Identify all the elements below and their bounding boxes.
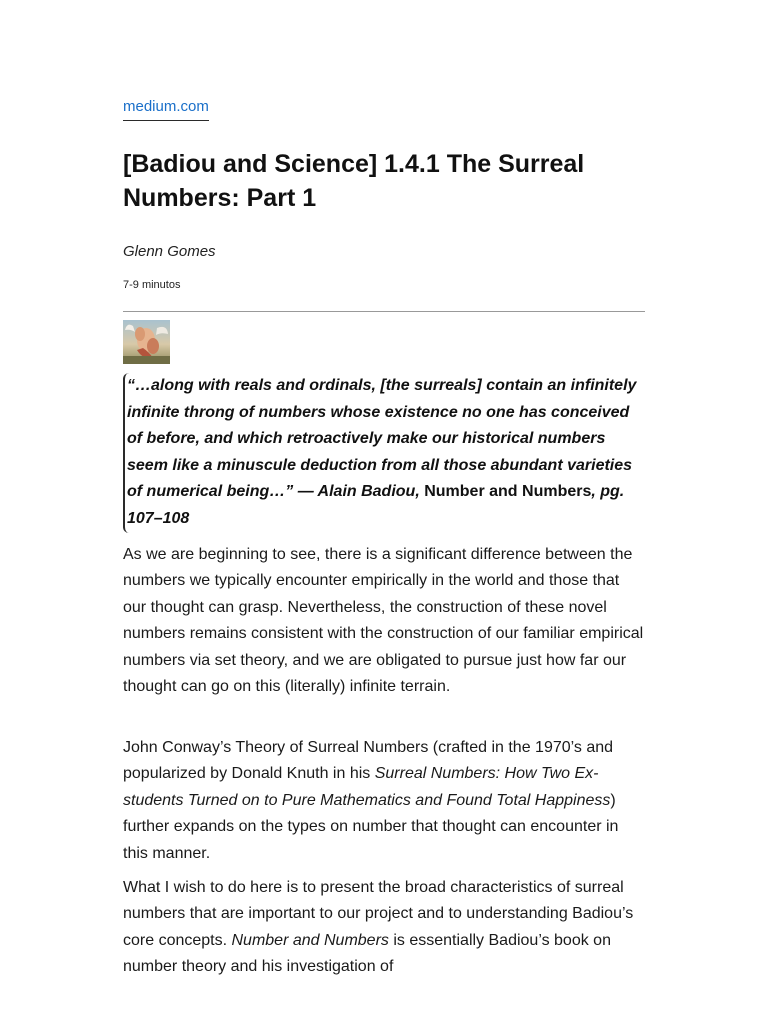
paragraph-3-text-end: is essentially Badiou’s book on number theory and his investigation of [123, 931, 611, 976]
paragraph-1: As we are beginning to see, there is a significant difference between the numbers we typically encounter empirically in the world and those that our thought can grasp. Nevertheless, the construction of these novel numbers remains consistent with the construction of our familiar empirical numbers via set theory, and we are obligated to pursue just how far our thought can go on this (literally) infinite terrain. [123, 546, 644, 696]
book-title-number-and-numbers: Number and Numbers [231, 931, 389, 949]
article-title: [Badiou and Science] 1.4.1 The Surreal Numbers: Part 1 [123, 150, 585, 212]
paragraph-3-text: What I wish to do here is to present the broad characteristics of surreal numbers that are important to our project and to understanding Badiou’s core concepts. [123, 879, 634, 949]
source-link[interactable]: medium.com [123, 97, 209, 121]
pull-quote [123, 373, 645, 533]
divider [123, 311, 645, 312]
quote-book-title: Number and Numbers [424, 483, 592, 501]
book-title-surreal-numbers: Surreal Numbers: How Two Ex-students Turned on to Pure Mathematics and Found Total Happiness [123, 765, 611, 809]
paragraph-2-text: John Conway’s Theory of Surreal Numbers (crafted in the 1970’s and popularized by Donald Knuth in his [123, 739, 614, 783]
paragraph-2-text-end: ) further expands on the types on number that thought can encounter in this manner. [123, 791, 619, 862]
read-time: 7-9 minutos [123, 279, 181, 291]
paragraph-2 [123, 735, 645, 867]
quote-page-ref: , pg. 107–108 [127, 483, 625, 527]
author-name: Glenn Gomes [123, 243, 216, 260]
paragraph-3 [123, 875, 645, 981]
quote-text: “…along with reals and ordinals, [the surreals] contain an infinitely infinite throng of numbers whose existence no one has conceived of before, and which retroactively make our historical numbers seem like a minuscule deduction from all those abundant varieties of numerical being…” — Alain Badiou, [127, 377, 637, 501]
article-thumbnail-image [123, 320, 170, 364]
